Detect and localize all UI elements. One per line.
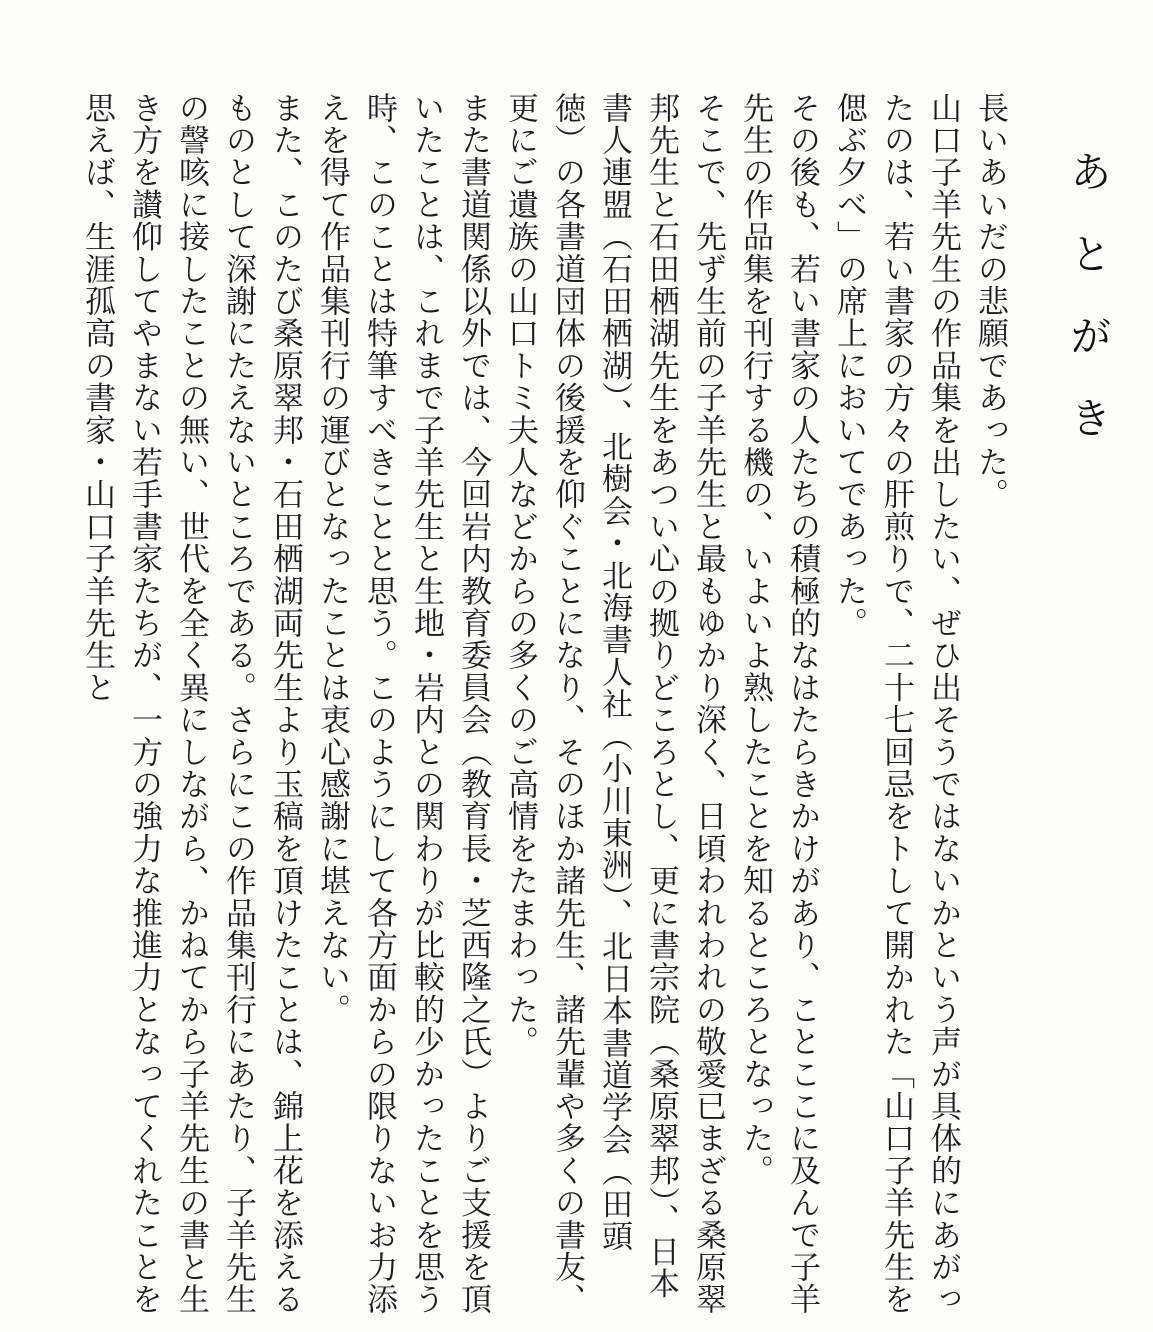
page-title: あとがき	[1064, 150, 1113, 478]
paragraph: また、このたび桑原翠邦・石田栖湖両先生より玉稿を頂けたことは、錦上花を添えるものとして深謝にたえないところである。さらにこの作品集刊行にあたり、子羊先生の謦咳に接したことの無い、世代を全く異にしながら、かねてから子羊先生の書と生き方を讃仰してやまない若手書家たちが、一方の強力な推進力となってくれたことを思えば、生涯孤高の書家・山口子羊先生と	[79, 92, 303, 1316]
paragraph: 長いあいだの悲願であった。	[972, 92, 1008, 511]
paragraph: 山口子羊先生の作品集を出したい、ぜひ出そうではないかという声が具体的にあがったのは、若い書家の方々の肝煎りで、二十七回忌をトして開かれた「山口子羊先生を偲ぶ夕べ」の席上においてであった。	[831, 92, 961, 1316]
paragraph: その後も、若い書家の人たちの積極的なはたらきかけがあり、ことここに及んで子羊先生の作品集を刊行する機の、いよいよ熟したことを知るところとなった。	[737, 92, 820, 1316]
paragraph: そこで、先ず生前の子羊先生と最もゆかり深く、日頃われわれの敬愛已まざる桑原翠邦先生と石田栖湖先生をあつい心の拠りどころとし、更に書宗院（桑原翠邦）、日本書人連盟（石田栖湖）、北樹会・北海書人社（小川東洲）、北日本書道学会（田頭 徳）の各書道団体の後援を仰ぐことになり、そのほか諸先生、諸先輩や多くの書友、更にご遺族の山口トミ夫人などからの多くのご高情をたまわった。	[502, 92, 726, 1316]
afterword-body	[73, 92, 1013, 1317]
paragraph: また書道関係以外では、今回岩内教育委員会（教育長・芝西隆之氏）よりご支援を頂いたことは、これまで子羊先生と生地・岩内との関わりが比較的少かったことを思う時、このことは特筆すべきことと思う。このようにして各方面からの限りないお力添えを得て作品集刊行の運びとなったことは衷心感謝に堪えない。	[314, 92, 491, 1316]
